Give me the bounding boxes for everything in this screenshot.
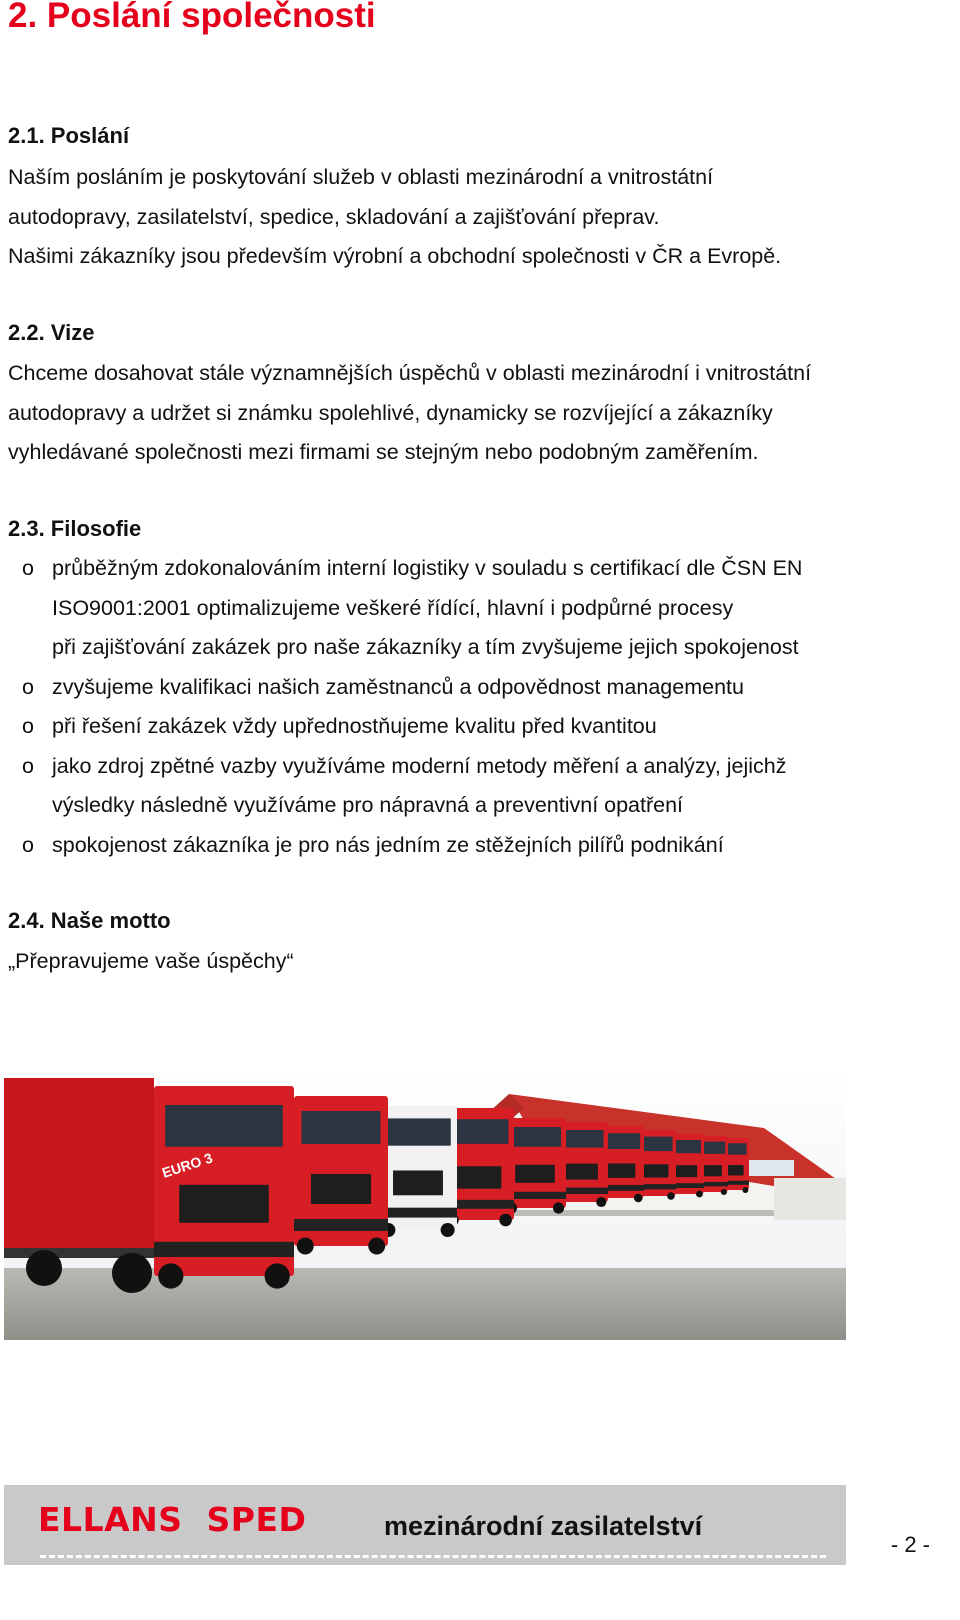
text-line: zvyšujeme kvalifikaci našich zaměstnanců a odpovědnost managementu bbox=[52, 674, 744, 699]
heading-motto: 2.4. Naše motto bbox=[8, 908, 171, 933]
text-line: Našimi zákazníky jsou především výrobní a obchodní společnosti v ČR a Evropě. bbox=[8, 244, 782, 268]
text-line: autodopravy, zasilatelství, spedice, skladování a zajišťování přeprav. bbox=[8, 204, 660, 229]
bullet-mark: o bbox=[22, 753, 34, 778]
text-line: Chceme dosahovat stále významnějších úspěchů v oblasti mezinárodní i vnitrostátní bbox=[8, 361, 812, 385]
text-line: při řešení zakázek vždy upřednostňujeme kvalitu před kvantitou bbox=[52, 714, 657, 738]
paragraph-vize bbox=[8, 354, 811, 473]
company-logo: ELLANS SPED bbox=[38, 1500, 307, 1539]
page-number: - 2 - bbox=[890, 1532, 930, 1557]
footer-band bbox=[4, 1485, 846, 1565]
list-item bbox=[0, 747, 932, 826]
list-item bbox=[0, 707, 932, 747]
truck bbox=[154, 1086, 294, 1289]
truck bbox=[294, 1096, 388, 1254]
section-title: 2. Poslání společnosti bbox=[8, 0, 376, 35]
bullet-mark: o bbox=[22, 714, 34, 738]
list-item bbox=[0, 549, 932, 668]
text-line: autodopravy a udržet si známku spolehlivé, dynamicky se rozvíjející a zákazníky bbox=[8, 400, 773, 425]
filosofie-list bbox=[0, 549, 932, 865]
text-line: ISO9001:2001 optimalizujeme veškeré řídící, hlavní i podpůrné procesy bbox=[52, 595, 734, 620]
trucks-photo bbox=[4, 1068, 846, 1340]
text-line: jako zdroj zpětné vazby využíváme moderní metody měření a analýzy, jejichž bbox=[52, 753, 787, 778]
footer-dashes bbox=[40, 1555, 826, 1558]
text-line: průběžným zdokonalováním interní logistiky v souladu s certifikací dle ČSN EN bbox=[52, 556, 803, 580]
paragraph-poslani bbox=[8, 158, 781, 277]
list-item bbox=[0, 826, 932, 866]
trucks-illustration bbox=[4, 1068, 846, 1340]
heading-vize: 2.2. Vize bbox=[8, 320, 95, 345]
text-line: při zajišťování zakázek pro naše zákazníky a tím zvyšujeme jejich spokojenost bbox=[52, 635, 799, 659]
truck-side-label: EURO 3 bbox=[159, 1149, 215, 1181]
truck bbox=[379, 1106, 457, 1237]
text-line: Naším posláním je poskytování služeb v oblasti mezinárodní a vnitrostátní bbox=[8, 165, 714, 189]
bullet-mark: o bbox=[22, 832, 34, 857]
motto-text: „Přepravujeme vaše úspěchy“ bbox=[8, 949, 294, 973]
bullet-mark: o bbox=[22, 674, 34, 699]
heading-filosofie: 2.3. Filosofie bbox=[8, 516, 142, 541]
text-line: spokojenost zákazníka je pro nás jedním ze stěžejních pilířů podnikání bbox=[52, 832, 724, 857]
footer-tagline: mezinárodní zasilatelství bbox=[384, 1511, 703, 1541]
list-item bbox=[0, 668, 932, 708]
text-line: výsledky následně využíváme pro nápravná a preventivní opatření bbox=[52, 793, 684, 817]
text-line: vyhledávané společnosti mezi firmami se stejným nebo podobným zaměřením. bbox=[8, 440, 759, 464]
heading-poslani: 2.1. Poslání bbox=[8, 123, 130, 148]
bullet-mark: o bbox=[22, 556, 34, 580]
